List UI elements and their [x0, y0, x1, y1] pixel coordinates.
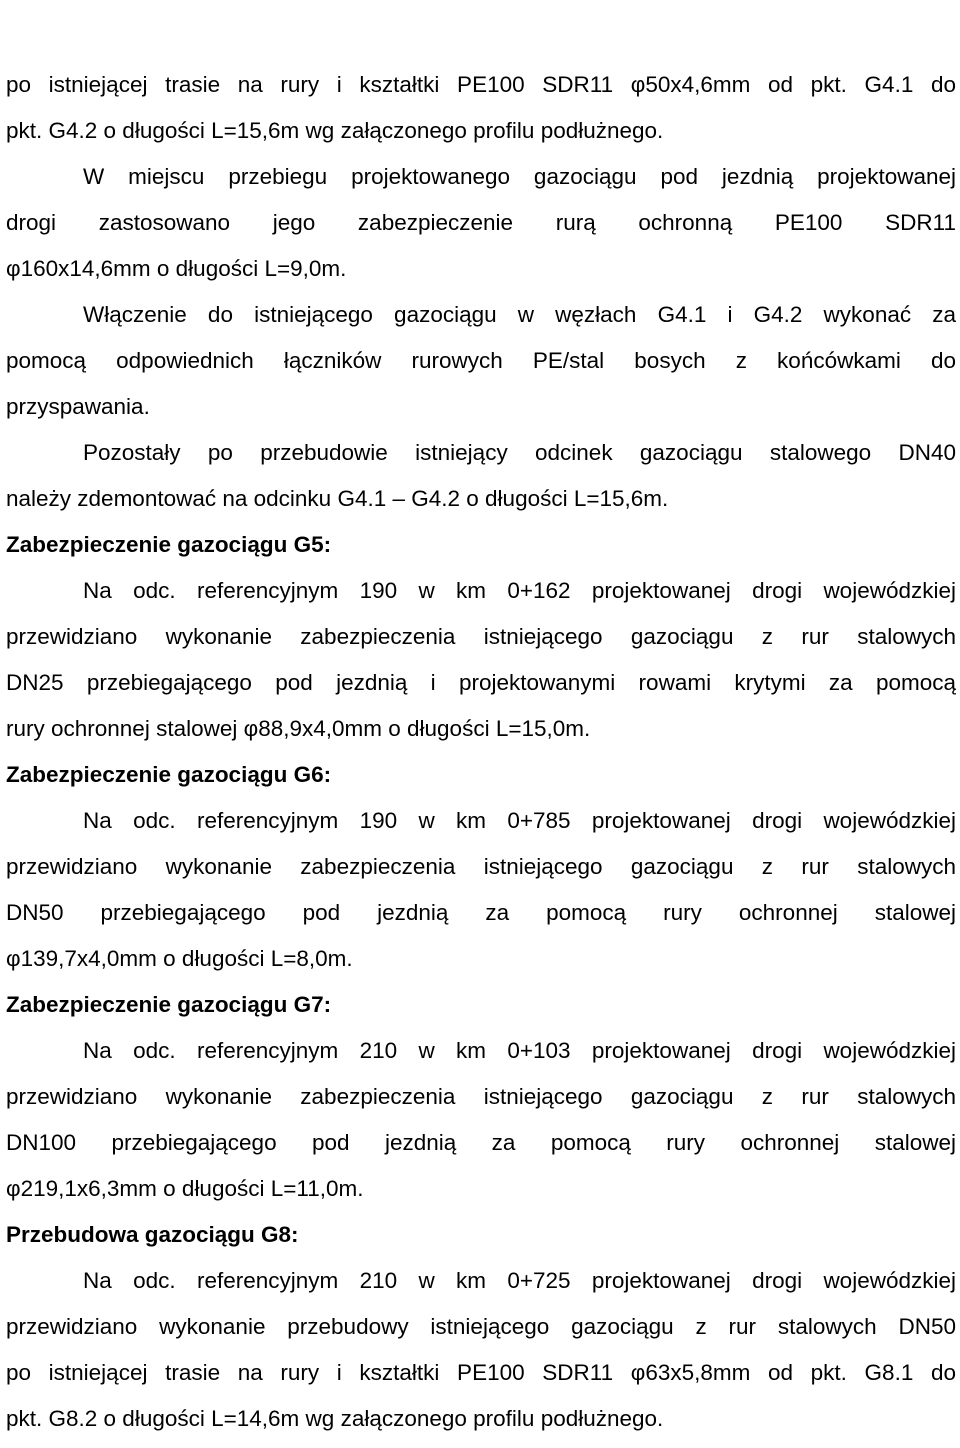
- text-line: po istniejącej trasie na rury i kształtki PE100 SDR11 φ63x5,8mm od pkt. G8.1 do: [6, 1360, 956, 1385]
- paragraph-g6: [6, 798, 956, 982]
- section-heading-g8: Przebudowa gazociągu G8:: [6, 1222, 299, 1247]
- text-line: przewidziano wykonanie przebudowy istniejącego gazociągu z rur stalowych DN50: [6, 1314, 956, 1339]
- text-line: Na odc. referencyjnym 210 w km 0+725 projektowanej drogi wojewódzkiej: [83, 1268, 956, 1293]
- text-line: φ160x14,6mm o długości L=9,0m.: [6, 256, 347, 281]
- text-line: W miejscu przebiegu projektowanego gazociągu pod jezdnią projektowanej: [83, 164, 956, 189]
- text-line: po istniejącej trasie na rury i kształtki PE100 SDR11 φ50x4,6mm od pkt. G4.1 do: [6, 72, 956, 97]
- text-line: φ139,7x4,0mm o długości L=8,0m.: [6, 946, 353, 971]
- text-line: przewidziano wykonanie zabezpieczenia istniejącego gazociągu z rur stalowych: [6, 854, 956, 879]
- text-line: Na odc. referencyjnym 210 w km 0+103 projektowanej drogi wojewódzkiej: [83, 1038, 956, 1063]
- document-page: [6, 62, 956, 1442]
- text-line: pkt. G4.2 o długości L=15,6m wg załączonego profilu podłużnego.: [6, 118, 664, 143]
- text-line: pomocą odpowiednich łączników rurowych PE/stal bosych z końcówkami do: [6, 348, 956, 373]
- text-line: DN100 przebiegającego pod jezdnią za pomocą rury ochronnej stalowej: [6, 1130, 956, 1155]
- paragraph-protection-pipe: [6, 154, 956, 292]
- paragraph-g5: [6, 568, 956, 752]
- text-line: Na odc. referencyjnym 190 w km 0+162 projektowanej drogi wojewódzkiej: [83, 578, 956, 603]
- text-line: przewidziano wykonanie zabezpieczenia istniejącego gazociągu z rur stalowych: [6, 1084, 956, 1109]
- text-line: Pozostały po przebudowie istniejący odcinek gazociągu stalowego DN40: [83, 440, 956, 465]
- text-line: Włączenie do istniejącego gazociągu w węzłach G4.1 i G4.2 wykonać za: [83, 302, 956, 327]
- text-line: przewidziano wykonanie zabezpieczenia istniejącego gazociągu z rur stalowych: [6, 624, 956, 649]
- paragraph-continuation: [6, 62, 956, 154]
- section-heading-g5: Zabezpieczenie gazociągu G5:: [6, 532, 332, 557]
- text-line: Na odc. referencyjnym 190 w km 0+785 projektowanej drogi wojewódzkiej: [83, 808, 956, 833]
- paragraph-dismantling: [6, 430, 956, 522]
- section-heading-g7: Zabezpieczenie gazociągu G7:: [6, 992, 332, 1017]
- text-line: pkt. G8.2 o długości L=14,6m wg załączonego profilu podłużnego.: [6, 1406, 664, 1431]
- text-line: należy zdemontować na odcinku G4.1 – G4.2 o długości L=15,6m.: [6, 486, 669, 511]
- text-line: φ219,1x6,3mm o długości L=11,0m.: [6, 1176, 364, 1201]
- paragraph-connection: [6, 292, 956, 430]
- text-line: DN25 przebiegającego pod jezdnią i projektowanymi rowami krytymi za pomocą: [6, 670, 956, 695]
- text-line: rury ochronnej stalowej φ88,9x4,0mm o długości L=15,0m.: [6, 716, 591, 741]
- text-line: DN50 przebiegającego pod jezdnią za pomocą rury ochronnej stalowej: [6, 900, 956, 925]
- text-line: przyspawania.: [6, 394, 150, 419]
- paragraph-g7: [6, 1028, 956, 1212]
- text-line: drogi zastosowano jego zabezpieczenie rurą ochronną PE100 SDR11: [6, 210, 956, 235]
- paragraph-g8: [6, 1258, 956, 1442]
- section-heading-g6: Zabezpieczenie gazociągu G6:: [6, 762, 332, 787]
